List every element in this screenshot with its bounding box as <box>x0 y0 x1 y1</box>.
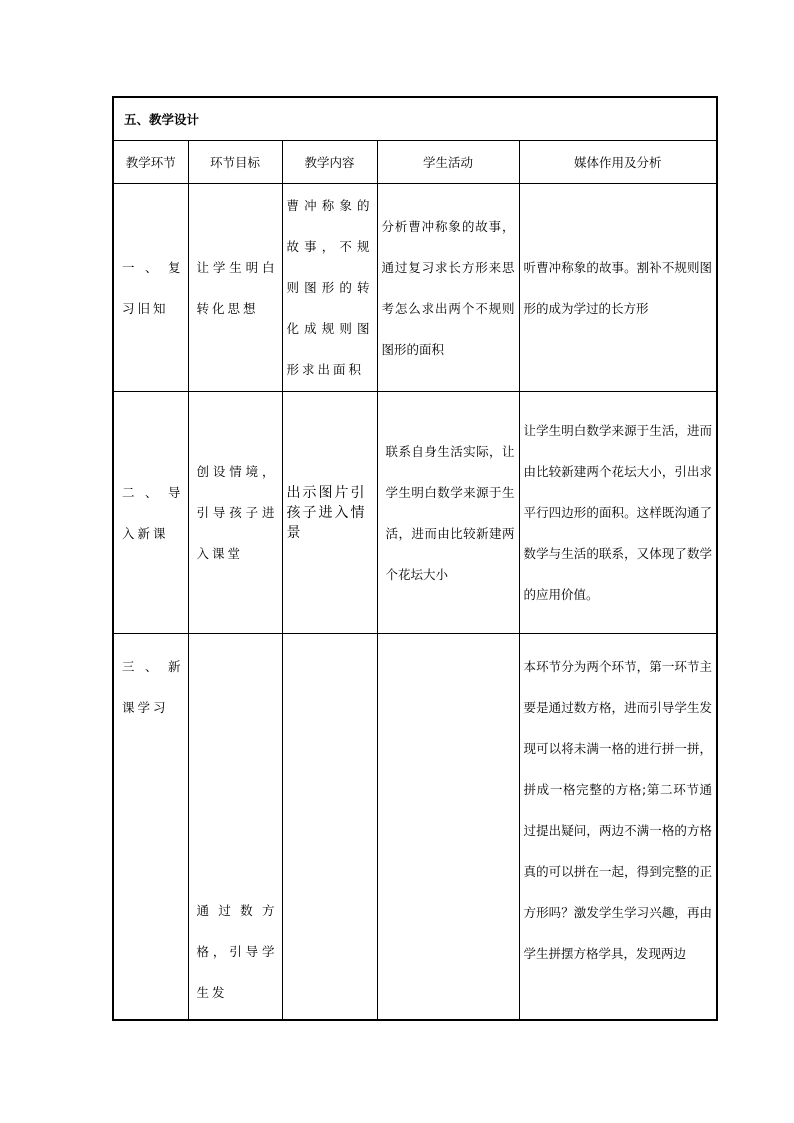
stage-cell: 一、复习旧知 <box>113 184 188 392</box>
header-media: 媒体作用及分析 <box>519 141 717 184</box>
stage-cell: 三、新课学习 <box>113 634 188 1020</box>
header-row <box>113 141 717 184</box>
content-cell: 出示图片引孩子进入情景 <box>282 392 377 634</box>
media-cell: 本环节分为两个环节，第一环节主要是通过数方格，进而引导学生发现可以将未满一格的进行拼一拼，拼成一格完整的方格;第二环节通过提出疑问，两边不满一格的方格真的可以拼在一起，得到完整的正方形吗？激发学生学习兴趣，再由学生拼摆方格学具，发现两边 <box>519 634 717 1020</box>
table-row <box>113 184 717 392</box>
teaching-design-table <box>112 96 718 1021</box>
stage-cell: 二、导入新课 <box>113 392 188 634</box>
header-activity: 学生活动 <box>377 141 519 184</box>
header-stage: 教学环节 <box>113 141 188 184</box>
activity-cell: 分析曹冲称象的故事，通过复习求长方形来思考怎么求出两个不规则图形的面积 <box>377 184 519 392</box>
table-row <box>113 392 717 634</box>
content-cell: 曹冲称象的故事，不规则图形的转化成规则图形求出面积 <box>282 184 377 392</box>
header-goal: 环节目标 <box>188 141 282 184</box>
content-cell <box>282 634 377 1020</box>
media-cell: 听曹冲称象的故事。割补不规则图形的成为学过的长方形 <box>519 184 717 392</box>
section-title: 五、教学设计 <box>113 97 717 141</box>
goal-cell: 创设情境，引导孩子进入课堂 <box>188 392 282 634</box>
header-content: 教学内容 <box>282 141 377 184</box>
media-cell: 让学生明白数学来源于生活，进而由比较新建两个花坛大小，引出求平行四边形的面积。这样既沟通了数学与生活的联系，又体现了数学的应用价值。 <box>519 392 717 634</box>
activity-cell: 联系自身生活实际，让学生明白数学来源于生活，进而由比较新建两个花坛大小 <box>377 392 519 634</box>
goal-cell: 让学生明白转化思想 <box>188 184 282 392</box>
goal-cell: 通过数方格，引导学生发 <box>188 634 282 1020</box>
table-row <box>113 634 717 1020</box>
activity-cell <box>377 634 519 1020</box>
